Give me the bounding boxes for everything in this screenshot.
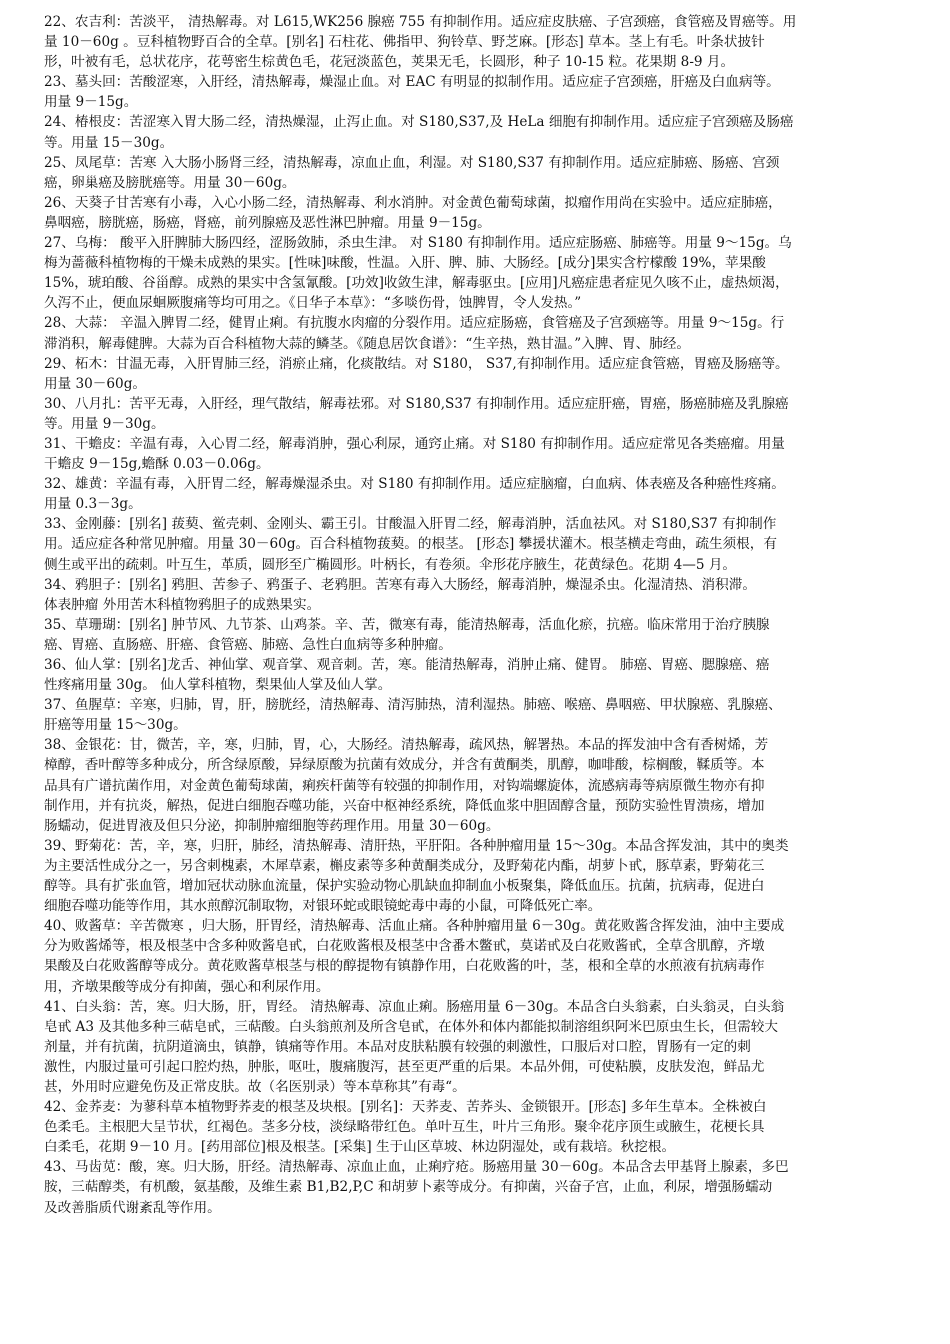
herb-entry [44,434,906,474]
entry-line: 用量 30－60g。 [44,375,146,392]
herb-entry [44,514,906,574]
herb-entry [44,12,906,72]
document-body [44,12,906,1218]
entry-line: 癌，卵巢癌及膀胱癌等。用量 30－60g。 [44,174,296,191]
entry-line: 体表肿瘤 外用苦木科植物鸦胆子的成熟果实。 [44,596,321,613]
entry-line: 43、马齿苋：酸，寒。归大肠，肝经。清热解毒、凉血止血，止痢疗疮。肠癌用量 30－60g。本品含去甲基肾上腺素，多巴 [44,1159,789,1176]
entry-line: 22、农吉利：苦淡平， 清热解毒。对 L615,WK256 腺癌 755 有抑制作用。适应症皮肤癌、子宫颈癌，食管癌及胃癌等。用 [44,14,797,30]
entry-line: 28、大蒜： 辛温入脾胃二经，健胃止痢。有抗腹水肉瘤的分裂作用。适应症肠癌，食管癌及子宫颈癌等。用量 9～15g。行 [44,315,785,332]
herb-entry [44,474,906,514]
entry-line: 制作用，并有抗炎，解热，促进白细胞吞噬功能，兴奋中枢神经系统，降低血浆中胆固醇含量，预防实验性胃溃疡，增加 [44,797,765,814]
herb-entry [44,916,906,996]
entry-line: 胺，三萜醇类，有机酸，氨基酸，及维生素 B1,B2,P,C 和胡萝卜素等成分。有抑菌，兴奋子宫，止血，利尿，增强肠蠕动 [44,1179,773,1196]
entry-line: 滞消积，解毒健脾。大蒜为百合科植物大蒜的鳞茎。《随息居饮食谱》：“生辛热，熟甘温。”入脾、胃、肺经。 [44,335,690,352]
entry-line: 33、金刚藤：[别名] 菝葜、鲎壳刺、金刚头、霸王引。甘酸温入肝胃二经，解毒消肿，活血祛风。对 S180,S37 有抑制作 [44,516,777,533]
entry-line: 醇等。具有扩张血管，增加冠状动脉血流量，保护实验动物心肌缺血抑制血小板聚集，降低血压。抗菌，抗病毒，促进白 [44,878,765,895]
entry-line: 34、鸦胆子：[别名] 鸦胆、苦参子、鸦蛋子、老鸦胆。苦寒有毒入大肠经，解毒消肿，燥湿杀虫。化湿清热、消积滞。 [44,576,756,593]
entry-line: 量 10－60g 。豆科植物野百合的全草。[别名] 石柱花、佛指甲、狗铃草、野芝麻。[形态] 草本。茎上有毛。叶条状披针 [44,34,765,51]
entry-line: 等。用量 9－30g。 [44,415,165,432]
entry-line: 形，叶被有毛，总状花序，花萼密生棕黄色毛，花冠淡蓝色，荚果无毛，长圆形，种子 10-15 粒。花果期 8-9 月。 [44,54,735,71]
entry-line: 细胞吞噬功能等作用，其水煎醇沉制取物，对银环蛇或眼镜蛇毒中毒的小鼠，可降低死亡率。 [44,898,602,915]
entry-line: 40、败酱草：辛苦微寒 ，归大肠，肝胃经，清热解毒、活血止痛。各种肿瘤用量 6－30g。黄花败酱含挥发油，油中主要成 [44,918,785,935]
herb-entry [44,394,906,434]
herb-entry [44,112,906,152]
entry-line: 肠蠕动，促进胃液及但只分泌，抑制肿瘤细胞等药理作用。用量 30－60g。 [44,817,500,834]
herb-entry [44,72,906,112]
entry-line: 性疼痛用量 30g。 仙人掌科植物，梨果仙人掌及仙人掌。 [44,677,392,694]
entry-line: 白柔毛，花期 9－10 月。[药用部位]根及根茎。[采集] 生于山区草坡、林边阴湿处，或有栽培。秋挖根。 [44,1139,676,1156]
entry-line: 激性，内服过量可引起口腔灼热，肿胀，呕吐，腹痛腹泻，甚至更严重的后果。本品外佣，可使粘膜，皮肤发泡，鲜品尤 [44,1058,765,1075]
entry-line: 15%，琥珀酸、谷甾醇。成熟的果实中含氢氰酸。[功效]收敛生津，解毒驱虫。[应用]凡癌症患者症见久咳不止，虚热烦渴， [44,275,789,292]
herb-entry [44,615,906,655]
entry-line: 梅为蔷薇科植物梅的干燥未成熟的果实。[性味]味酸，性温。入肝、脾、肺、大肠经。[成分]果实含柠檬酸 19%，苹果酸 [44,255,766,272]
entry-line: 干蟾皮 9－15g,蟾酥 0.03－0.06g。 [44,456,270,473]
entry-line: 皂甙 A3 及其他多种三萜皂甙，三萜酸。白头翁煎剂及所含皂甙，在体外和体内都能拟制溶组织阿米巴原虫生长，但需较大 [44,1018,778,1035]
entry-line: 26、天葵子甘苦寒有小毒，入心小肠二经，清热解毒、利水消肿。对金黄色葡萄球菌，拟瘤作用尚在实验中。适应症肺癌， [44,194,782,211]
entry-line: 39、野菊花：苦，辛，寒，归肝，肺经，清热解毒、清肝热，平肝阳。各种肿瘤用量 15～30g。本品含挥发油，其中的奥类 [44,837,789,854]
entry-line: 剂量，并有抗菌，抗阴道滴虫，镇静，镇痛等作用。本品对皮肤粘膜有较强的刺激性，口服后对口腔，胃肠有一定的刺 [44,1038,751,1055]
entry-line: 37、鱼腥草：辛寒，归肺，胃，肝，膀胱经，清热解毒、清泻肺热，清利湿热。肺癌、喉癌、鼻咽癌、甲状腺癌、乳腺癌、 [44,697,782,714]
entry-line: 25、凤尾草：苦寒 入大肠小肠肾三经，清热解毒，凉血止血，利湿。对 S180,S37 有抑制作用。适应症肺癌、肠癌、宫颈 [44,154,780,171]
entry-line: 32、雄黄：辛温有毒，入肝胃二经，解毒燥湿杀虫。对 S180 有抑制作用。适应症脑瘤，白血病、体表癌及各种癌性疼痛。 [44,476,785,493]
herb-entry [44,655,906,695]
entry-line: 24、椿根皮：苦涩寒入胃大肠二经，清热燥湿，止泻止血。对 S180,S37,及 HeLa 细胞有抑制作用。适应症子宫颈癌及肠癌 [44,114,794,131]
entry-line: 久泻不止，便血尿蛔厥腹痛等均可用之。《日华子本草》：“多啖伤骨，蚀脾胃，令人发热。” [44,295,582,312]
entry-line: 侧生或平出的疏刺。叶互生，革质，圆形至广椭圆形。叶柄长，有卷须。伞形花序腋生，花黄绿色。花期 4—5 月。 [44,556,737,573]
entry-line: 甚，外用时应避免伤及正常皮肤。故（名医别录）等本草称其”有毒“。 [44,1078,466,1095]
entry-line: 23、墓头回：苦酸涩寒，入肝经，清热解毒，燥湿止血。对 EAC 有明显的拟制作用。适应症子宫颈癌，肝癌及白血病等。 [44,74,780,91]
entry-line: 癌、胃癌、直肠癌、肝癌、食管癌、肺癌、急性白血病等多种肿瘤。 [44,636,452,653]
entry-line: 41、白头翁：苦，寒。归大肠，肝，胃经。 清热解毒、凉血止痢。肠癌用量 6－30g。本品含白头翁素，白头翁灵，白头翁 [44,998,785,1015]
herb-entry [44,695,906,735]
entry-line: 用量 9－15g。 [44,94,138,111]
entry-line: 42、金荞麦：为蓼科草本植物野荞麦的根茎及块根。[别名]：天荞麦、苦荞头、金锁银开。[形态] 多年生草本。全株被白 [44,1099,767,1116]
herb-entry [44,836,906,916]
entry-line: 肝癌等用量 15～30g。 [44,717,187,734]
herb-entry [44,1097,906,1157]
entry-line: 36、仙人掌：[别名]龙舌、神仙掌、观音掌、观音刺。苦，寒。能清热解毒，消肿止痛、健胃。 肺癌、胃癌、腮腺癌、癌 [44,657,770,673]
entry-line: 果酸及白花败酱醇等成分。黄花败酱草根茎与根的醇提物有镇静作用，白花败酱的叶，茎，根和全草的水煎液有抗病毒作 [44,958,765,975]
herb-entry [44,1157,906,1217]
herb-entry [44,313,906,353]
herb-entry [44,575,906,615]
entry-line: 及改善脂质代谢紊乱等作用。 [44,1199,221,1216]
herb-entry [44,354,906,394]
herb-entry [44,193,906,233]
entry-line: 38、金银花：甘，微苦，辛，寒，归肺，胃，心，大肠经。清热解毒，疏风热，解署热。本品的挥发油中含有香树烯，芳 [44,737,769,754]
herb-entry [44,233,906,313]
entry-line: 樟醇，香叶醇等多种成分，所含绿原酸，异绿原酸为抗菌有效成分，并含有黄酮类，肌醇，咖啡酸，棕榈酸，鞣质等。本 [44,757,765,774]
entry-line: 31、干蟾皮：辛温有毒，入心胃二经，解毒消肿，强心利尿，通窍止痛。对 S180 有抑制作用。适应症常见各类癌瘤。用量 [44,435,785,452]
entry-line: 用，齐墩果酸等成分有抑菌，强心和利尿作用。 [44,978,330,995]
entry-line: 35、草珊瑚：[别名] 肿节风、九节茶、山鸡茶。辛、苦，微寒有毒，能清热解毒，活血化瘀，抗癌。临床常用于治疗胰腺 [44,616,770,633]
entry-line: 品具有广谱抗菌作用，对金黄色葡萄球菌，痢疾杆菌等有较强的抑制作用，对钩端螺旋体，流感病毒等病原微生物亦有抑 [44,777,765,794]
entry-line: 27、乌梅： 酸平入肝脾肺大肠四经，涩肠敛肺，杀虫生津。 对 S180 有抑制作用。适应症肠癌、肺癌等。用量 9～15g。乌 [44,235,792,252]
entry-line: 分为败酱烯等，根及根茎中含多种败酱皂甙，白花败酱根及根茎中含番木鳖甙，莫诺甙及白花败酱甙，全草含肌醇，齐墩 [44,938,765,955]
entry-line: 用。适应症各种常见肿瘤。用量 30－60g。百合科植物菝葜。的根茎。 [形态] 攀援状灌木。根茎横走弯曲，疏生须根，有 [44,536,777,553]
entry-line: 用量 0.3－3g。 [44,496,142,513]
entry-line: 鼻咽癌，膀胱癌，肠癌，肾癌，前列腺癌及恶性淋巴肿瘤。用量 9－15g。 [44,214,491,231]
entry-line: 30、八月扎：苦平无毒，入肝经，理气散结，解毒祛邪。对 S180,S37 有抑制作用。适应症肝癌，胃癌，肠癌肺癌及乳腺癌 [44,395,789,412]
entry-line: 29、柘木：甘温无毒，入肝胃肺三经，消瘀止痛，化痰散结。对 S180， S37,有抑制作用。适应症食管癌，胃癌及肠癌等。 [44,355,789,372]
herb-entry [44,735,906,835]
herb-entry [44,997,906,1097]
entry-line: 为主要活性成分之一，另含刺槐素，木犀草素，槲皮素等多种黄酮类成分，及野菊花内酯，胡萝卜甙，豚草素，野菊花三 [44,857,765,874]
entry-line: 色柔毛。主根肥大呈节状，红褐色。茎多分枝，淡绿略带红色。单叶互生，叶片三角形。聚伞花序顶生或腋生，花梗长具 [44,1119,765,1136]
herb-entry [44,153,906,193]
entry-line: 等。用量 15－30g。 [44,134,174,151]
